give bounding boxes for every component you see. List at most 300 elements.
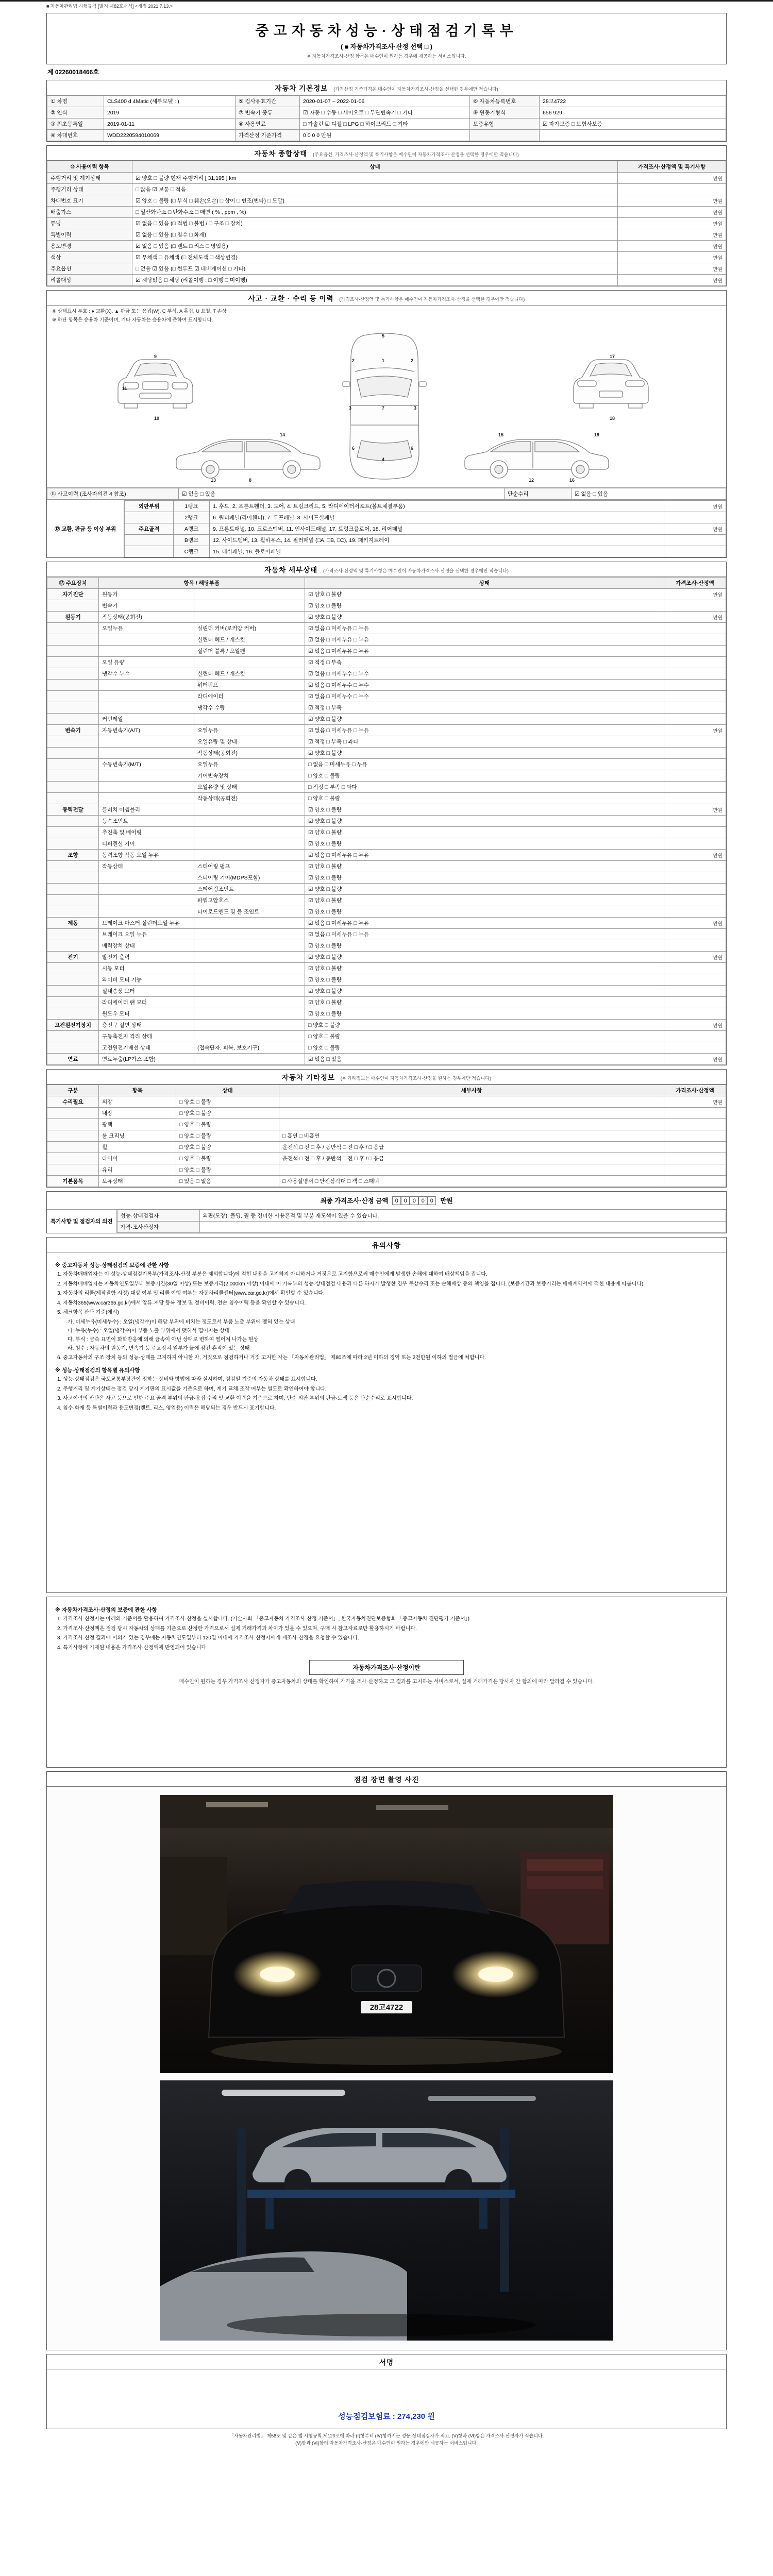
misc-detail: 운전석 □ 전 □ 후 / 동반석 □ 전 □ 후 / □ 응급 bbox=[279, 1153, 664, 1164]
device-subpart: 워터펌프 bbox=[194, 680, 305, 691]
state-checkboxes: ☑ 없음 □ 미세누수 □ 누수 bbox=[305, 691, 664, 702]
panel-number-label: 2 bbox=[352, 358, 355, 363]
notice-line: 2. 가격조사·산정액은 점검 당시 자동차의 상태를 기준으로 산정한 가격으로서 실제 거래가격과 차이가 있을 수 있으며, 구매 시 참고자료로만 활용하시기 바랍니다. bbox=[57, 1625, 417, 1632]
detail-row bbox=[47, 963, 726, 974]
device-group bbox=[47, 793, 99, 804]
price-cell bbox=[664, 600, 726, 612]
state-checkboxes: ☑ 양호 □ 불량 bbox=[305, 974, 664, 986]
car-panel-diagrams bbox=[47, 324, 726, 488]
rank-group: 주요골격 bbox=[125, 523, 174, 535]
detail-row bbox=[47, 668, 726, 680]
device-subpart bbox=[194, 600, 305, 612]
state-checkboxes: □ 없음 ☑ 있음 (□ 썬루프 ☑ 네비게이션 □ 기타) bbox=[132, 263, 618, 275]
notice-line: 가. 미세누유(미세누수) : 오일(냉각수)이 해당 부위에 비치는 정도로서 부품 노출 부위에 맺혀 있는 상태 bbox=[68, 1319, 295, 1325]
state-checkboxes: ☑ 양호 □ 불량 bbox=[305, 963, 664, 974]
col-header-item: 항목 / 해당부품 bbox=[99, 578, 305, 589]
misc-group bbox=[47, 1164, 99, 1176]
notice-line: ※ 중고자동차 성능·상태점검의 보증에 관한 사항 bbox=[55, 1262, 170, 1268]
detail-row bbox=[47, 725, 726, 736]
device-subpart bbox=[194, 986, 305, 997]
device-item: 와이퍼 모터 기능 bbox=[99, 974, 194, 986]
field-label: ③ 최초등록일 bbox=[47, 118, 104, 130]
misc-group bbox=[47, 1153, 99, 1164]
price-cell bbox=[664, 1142, 726, 1153]
detail-row bbox=[47, 623, 726, 634]
state-checkboxes: □ 양호 □ 불량 bbox=[176, 1130, 279, 1142]
notice-title bbox=[47, 1238, 726, 1252]
remark-text: 외판(도장), 몰딩, 휠 등 경미한 사용흔적 및 부분 재도색이 있을 수 있습니다. bbox=[199, 1210, 726, 1222]
misc-group: 기본품목 bbox=[47, 1176, 99, 1187]
device-item bbox=[99, 872, 194, 884]
accident-history-table bbox=[47, 488, 726, 500]
device-group bbox=[47, 838, 99, 850]
state-checkboxes: ☑ 양호 □ 불량 bbox=[305, 827, 664, 838]
rank-group: 외판부위 bbox=[125, 501, 174, 512]
basic-info-row bbox=[47, 118, 726, 130]
price-survey-note: ※ 자동차가격조사·산정 항목은 매수인이 원하는 경우에 제공하는 서비스입니다. bbox=[307, 54, 466, 59]
basic-info-title-text: 자동차 기본정보 bbox=[275, 84, 328, 92]
misc-detail: □ 사용설명서 □ 안전삼각대 □ 잭 □ 스패너 bbox=[279, 1176, 664, 1187]
panel-number-label: 5 bbox=[382, 333, 385, 338]
item-label: 주행거리 및 계기상태 bbox=[47, 173, 132, 184]
license-plate-text: 28고4722 bbox=[369, 2003, 404, 2012]
photos-title-text: 점검 장면 촬영 사진 bbox=[354, 1776, 419, 1784]
document-page bbox=[46, 13, 727, 2459]
price-cell bbox=[618, 184, 726, 195]
device-subpart bbox=[194, 714, 305, 725]
detail-row bbox=[47, 759, 726, 770]
state-checkboxes: ☑ 적정 □ 부족 □ 과다 bbox=[305, 736, 664, 748]
state-checkboxes: □ 있음 □ 없음 bbox=[176, 1176, 279, 1187]
field-value: 28고4722 bbox=[540, 96, 726, 107]
section-final-price bbox=[46, 1191, 727, 1233]
device-subpart bbox=[194, 612, 305, 623]
exchange-panel-block bbox=[47, 500, 726, 557]
notice-line: ※ 성능·상태점검의 항목별 유의사항 bbox=[55, 1367, 140, 1374]
state-checkboxes: □ 일산화탄소 □ 탄화수소 □ 매연 ( % , ppm , %) bbox=[132, 207, 618, 218]
device-group bbox=[47, 895, 99, 906]
basic-info-title bbox=[47, 80, 726, 95]
item-label: 주요옵션 bbox=[47, 263, 132, 275]
detail-row bbox=[47, 929, 726, 940]
detail-row bbox=[47, 974, 726, 986]
notice-line: 다. 부식 : 금속 표면이 화학반응에 의해 금속이 아닌 상태로 변하여 떨어져 나가는 현상 bbox=[68, 1336, 259, 1343]
misc-group bbox=[47, 1142, 99, 1153]
state-checkboxes: ☑ 없음 □ 미세누유 □ 누유 bbox=[305, 623, 664, 634]
document-number: 제 02260018466호 bbox=[47, 69, 99, 76]
price-cell bbox=[664, 714, 726, 725]
price-cell: 만원 bbox=[664, 725, 726, 736]
misc-note: (※ 기타정보는 매수인이 자동차가격조사·산정을 원하는 경우에만 적습니다) bbox=[340, 1076, 492, 1081]
final-price-digits bbox=[392, 1196, 436, 1205]
price-cell bbox=[664, 1153, 726, 1164]
state-checkboxes: □ 적정 □ 부족 □ 과다 bbox=[305, 782, 664, 793]
rank-parts: 1. 후드, 2. 프론트휀더, 3. 도어, 4. 트렁크리드, 5. 라디에이터서포트(볼트체결부품) bbox=[210, 501, 664, 512]
device-subpart: 냉각수 수량 bbox=[194, 702, 305, 714]
detail-row bbox=[47, 884, 726, 895]
state-checkboxes: ☑ 적정 □ 부족 bbox=[305, 657, 664, 668]
remarks-label: 특기사항 및 점검자의 의견 bbox=[47, 1210, 117, 1233]
detail-header-row bbox=[47, 578, 726, 589]
price-digit-box: 0 bbox=[401, 1196, 410, 1205]
price-cell: 만원 bbox=[618, 207, 726, 218]
device-group: 연료 bbox=[47, 1054, 99, 1065]
item-label: 용도변경 bbox=[47, 241, 132, 252]
device-group bbox=[47, 997, 99, 1008]
notice-line: 4. 자동차365(www.car365.go.kr)에서 압류·저당 등록 정보 및 정비이력, 전손·침수이력 등을 확인할 수 있습니다. bbox=[57, 1300, 306, 1306]
device-item: 동력조향 작동 오일 누유 bbox=[99, 850, 194, 861]
price-cell bbox=[664, 668, 726, 680]
price-cell: 만원 bbox=[664, 612, 726, 623]
device-item: 충전구 절연 상태 bbox=[99, 1020, 194, 1031]
price-cell bbox=[664, 963, 726, 974]
price-cell bbox=[664, 974, 726, 986]
misc-item: 내장 bbox=[99, 1108, 176, 1119]
detail-row bbox=[47, 850, 726, 861]
panel-number-label: 8 bbox=[249, 478, 252, 483]
item-label: 특별이력 bbox=[47, 229, 132, 241]
inspection-photo-lift bbox=[160, 2080, 613, 2341]
state-checkboxes: ☑ 양호 □ 불량 bbox=[305, 589, 664, 600]
rank-label: 2랭크 bbox=[174, 512, 210, 523]
price-cell bbox=[664, 1031, 726, 1042]
remark-row bbox=[117, 1210, 726, 1222]
rank-label: 1랭크 bbox=[174, 501, 210, 512]
item-label: 주행거리 상태 bbox=[47, 184, 132, 195]
field-value bbox=[540, 130, 726, 141]
panel-number-label: 13 bbox=[211, 478, 216, 483]
panel-number-label: 3 bbox=[349, 405, 352, 411]
price-cell bbox=[664, 657, 726, 668]
panel-number-label: 6 bbox=[411, 446, 414, 451]
remark-text bbox=[199, 1222, 726, 1233]
detail-row bbox=[47, 680, 726, 691]
price-survey-definition-box: 자동차가격조사·산정이란 bbox=[309, 1660, 464, 1675]
state-checkboxes: □ 양호 □ 불량 bbox=[305, 1042, 664, 1054]
price-cell: 만원 bbox=[618, 263, 726, 275]
detail-row bbox=[47, 1008, 726, 1020]
car-side-right-diagram bbox=[457, 426, 616, 482]
device-group bbox=[47, 782, 99, 793]
price-cell bbox=[664, 1042, 726, 1054]
price-cell bbox=[664, 986, 726, 997]
device-group bbox=[47, 759, 99, 770]
device-item bbox=[99, 906, 194, 918]
panel-number-label: 1 bbox=[382, 358, 385, 363]
notice-line: 나. 누유(누수) : 오일(냉각수)이 부품 노출 부위에서 맺혀서 떨어지는 상태 bbox=[68, 1328, 230, 1334]
col-header-item: ⑩ 사용이력 항목 bbox=[47, 161, 132, 173]
device-group bbox=[47, 634, 99, 646]
overall-row bbox=[47, 252, 726, 263]
section-notice bbox=[46, 1237, 727, 1593]
state-checkboxes: ☑ 양호 □ 불량 bbox=[305, 600, 664, 612]
overall-row bbox=[47, 173, 726, 184]
device-group bbox=[47, 884, 99, 895]
field-label: ⑧ 사용연료 bbox=[236, 118, 300, 130]
device-subpart: 스티어링 기어(MDPS포함) bbox=[194, 872, 305, 884]
remark-role: 성능·상태점검자 bbox=[117, 1210, 199, 1222]
photo-stage bbox=[47, 1787, 726, 2350]
device-item bbox=[99, 748, 194, 759]
panel-number-label: 6 bbox=[352, 446, 355, 451]
detail-row bbox=[47, 1054, 726, 1065]
price-cell: 만원 bbox=[664, 589, 726, 600]
price-cell: 만원 bbox=[618, 275, 726, 286]
misc-group bbox=[47, 1119, 99, 1130]
col-header-state: 상태 bbox=[132, 161, 618, 173]
device-subpart bbox=[194, 838, 305, 850]
device-item bbox=[99, 691, 194, 702]
device-group bbox=[47, 702, 99, 714]
price-cell bbox=[664, 623, 726, 634]
car-side-left-diagram bbox=[168, 426, 328, 482]
price-cell: 만원 bbox=[664, 918, 726, 929]
device-item: 구동축전지 격리 상태 bbox=[99, 1031, 194, 1042]
device-subpart bbox=[194, 816, 305, 827]
detail-row bbox=[47, 997, 726, 1008]
device-group bbox=[47, 736, 99, 748]
device-group bbox=[47, 929, 99, 940]
device-item: 오일누유 bbox=[99, 623, 194, 634]
notice-line: 2. 주행거리 및 계기상태는 점검 당시 계기판의 표시값을 기준으로 하며, 계기 교체·조작 여부는 별도로 확인하여야 합니다. bbox=[57, 1386, 327, 1392]
device-item: 자동변속기(A/T) bbox=[99, 725, 194, 736]
device-group: 자기진단 bbox=[47, 589, 99, 600]
device-subpart: 오일누유 bbox=[194, 759, 305, 770]
overall-row bbox=[47, 263, 726, 275]
field-value: ☑ 자가보증 □ 보험사보증 bbox=[540, 118, 726, 130]
price-cell bbox=[664, 827, 726, 838]
misc-item: 룸 크리닝 bbox=[99, 1130, 176, 1142]
device-group: 동력전달 bbox=[47, 804, 99, 816]
device-group bbox=[47, 974, 99, 986]
price-cell: 만원 bbox=[664, 952, 726, 963]
overall-row bbox=[47, 207, 726, 218]
device-group bbox=[47, 646, 99, 657]
notice-title-text: 유의사항 bbox=[372, 1242, 401, 1249]
basic-info-note: (가격산정 기준가격은 매수인이 자동차가격조사·산정을 선택한 경우에만 적습니다) bbox=[333, 87, 498, 92]
state-checkboxes: ☑ 없음 □ 미세누유 □ 누유 bbox=[305, 646, 664, 657]
panel-number-label: 3 bbox=[414, 405, 417, 411]
detail-title-text: 자동차 세부상태 bbox=[264, 566, 318, 574]
device-group bbox=[47, 657, 99, 668]
signature-title-text: 서명 bbox=[379, 2359, 394, 2366]
device-group bbox=[47, 623, 99, 634]
item-label: 리콜대상 bbox=[47, 275, 132, 286]
device-group: 변속기 bbox=[47, 725, 99, 736]
state-checkboxes: ☑ 양호 □ 불량 (□ 부식 □ 훼손(오손) □ 상이 □ 변조(변타) □ 도말) bbox=[132, 195, 618, 207]
device-subpart bbox=[194, 1020, 305, 1031]
price-cell bbox=[664, 929, 726, 940]
field-label bbox=[470, 130, 540, 141]
price-cell bbox=[664, 906, 726, 918]
misc-group bbox=[47, 1108, 99, 1119]
device-item bbox=[99, 884, 194, 895]
state-checkboxes: ☑ 없음 □ 있음 bbox=[305, 1054, 664, 1065]
price-cell bbox=[664, 1164, 726, 1176]
price-cell: 만원 bbox=[618, 252, 726, 263]
rank-label: B랭크 bbox=[174, 535, 210, 546]
price-cell bbox=[664, 816, 726, 827]
notice-line: 2. 자동차매매업자는 자동차인도일부터 보증기간(30일 이상) 또는 보증거리(2,000km 이상) 이내에 이 기록부의 성능·상태점검 내용과 다른 하자가 발생한 경우 무상수리 또는 손해배상 등의 책임을 집니다. (보증기간과 보증거리는 매매계약서에 적힌 내용에 따릅니다) bbox=[57, 1281, 644, 1287]
detail-row bbox=[47, 793, 726, 804]
basic-info-row bbox=[47, 130, 726, 141]
item-label: 배출가스 bbox=[47, 207, 132, 218]
detail-row bbox=[47, 861, 726, 872]
device-subpart bbox=[194, 940, 305, 952]
state-checkboxes: □ 양호 □ 불량 bbox=[176, 1164, 279, 1176]
overall-row bbox=[47, 195, 726, 207]
field-value: 2019 bbox=[104, 107, 236, 118]
field-value: 2019-01-11 bbox=[104, 118, 236, 130]
simple-repair-label: 단순수리 bbox=[505, 488, 572, 500]
device-subpart: 실린더 블록 / 오일팬 bbox=[194, 646, 305, 657]
legal-footnote-1: 「자동차관리법」 제58조 및 같은 법 시행규칙 제120조에 따라 (Ⅰ)항부터 (Ⅳ)항까지는 성능·상태점검자가 적고, (Ⅴ)항과 (Ⅵ)항은 가격조사·산정자가 적습니다. bbox=[229, 2433, 544, 2438]
device-item: 작동상태(공회전) bbox=[99, 612, 194, 623]
overall-row bbox=[47, 241, 726, 252]
notice-line: 5. 체크항목 판단 기준(예시) bbox=[57, 1310, 119, 1315]
state-checkboxes: ☑ 양호 □ 불량 bbox=[305, 838, 664, 850]
price-survey-definition-text: 매수인이 원하는 경우 가격조사·산정자가 중고자동차의 상태를 확인하여 가격을 조사·산정하고 그 결과를 고지하는 서비스로서, 실제 거래가격은 당사자 간 합의에 따라 달라질 수 있습니다. bbox=[179, 1679, 594, 1685]
section-misc-info bbox=[46, 1069, 727, 1188]
misc-row bbox=[47, 1108, 726, 1119]
accident-title-text: 사고 · 교환 · 수리 등 이력 bbox=[248, 295, 334, 302]
device-item: 라디에이터 팬 모터 bbox=[99, 997, 194, 1008]
state-checkboxes: □ 양호 □ 불량 bbox=[176, 1153, 279, 1164]
device-group bbox=[47, 816, 99, 827]
rank-label: C랭크 bbox=[174, 546, 210, 557]
top-rule bbox=[0, 0, 773, 2]
price-cell bbox=[664, 793, 726, 804]
device-group bbox=[47, 1042, 99, 1054]
panel-number-label: 10 bbox=[154, 416, 160, 421]
notice-line: 3. 자동차의 리콜(제작결함 시정) 대상 여부 및 리콜 이행 여부는 자동차리콜센터(www.car.go.kr)에서 확인할 수 있습니다. bbox=[57, 1291, 325, 1296]
device-subpart: 작동상태(공회전) bbox=[194, 793, 305, 804]
detail-row bbox=[47, 827, 726, 838]
state-checkboxes: □ 양호 □ 불량 bbox=[176, 1119, 279, 1130]
state-checkboxes: ☑ 양호 □ 불량 bbox=[305, 940, 664, 952]
device-item: 시동 모터 bbox=[99, 963, 194, 974]
field-label: ⑦ 변속기 종류 bbox=[236, 107, 300, 118]
state-checkboxes: ☑ 양호 □ 불량 bbox=[305, 1008, 664, 1020]
price-cell bbox=[664, 861, 726, 872]
state-checkboxes: ☑ 양호 □ 불량 bbox=[305, 804, 664, 816]
device-subpart: 실린더 커버(로커암 커버) bbox=[194, 623, 305, 634]
field-label: ② 연식 bbox=[47, 107, 104, 118]
device-group bbox=[47, 872, 99, 884]
price-cell bbox=[664, 748, 726, 759]
price-digit-box: 0 bbox=[410, 1196, 418, 1205]
item-label: 튜닝 bbox=[47, 218, 132, 229]
rank-label: A랭크 bbox=[174, 523, 210, 535]
price-cell bbox=[664, 646, 726, 657]
device-subpart bbox=[194, 850, 305, 861]
price-cell: 만원 bbox=[664, 1096, 726, 1108]
device-item: 배력장치 상태 bbox=[99, 940, 194, 952]
device-subpart bbox=[194, 1054, 305, 1065]
notice-line: 1. 가격조사·산정자는 아래의 기준서를 활용하여 가격조사·산정을 실시합니다. (기술사회 「중고자동차 가격조사·산정 기준서」, 한국자동차진단보증협회 「중고자동차 진단평가 기준서」) bbox=[57, 1616, 469, 1622]
device-item: 브레이크 마스터 실린더오일 누유 bbox=[99, 918, 194, 929]
device-item: 클러치 어셈블리 bbox=[99, 804, 194, 816]
device-subpart bbox=[194, 929, 305, 940]
col-header-item: 항목 bbox=[99, 1085, 176, 1096]
state-checkboxes: ☑ 적정 □ 부족 bbox=[305, 702, 664, 714]
col-header-price: 가격조사·산정액 bbox=[664, 1085, 726, 1096]
overall-row bbox=[47, 275, 726, 286]
state-checkboxes: ☑ 없음 □ 미세누수 □ 누수 bbox=[305, 668, 664, 680]
overall-row bbox=[47, 218, 726, 229]
price-cell: 만원 bbox=[664, 850, 726, 861]
state-checkboxes: □ 양호 □ 불량 bbox=[305, 793, 664, 804]
panel-number-label: 4 bbox=[382, 457, 385, 462]
detail-row bbox=[47, 748, 726, 759]
misc-item: 외장 bbox=[99, 1096, 176, 1108]
state-checkboxes: ☑ 무채색 □ 유채색 (□ 전체도색 □ 색상변경) bbox=[132, 252, 618, 263]
notice-line: ※ 자동차가격조사·산정의 보증에 관한 사항 bbox=[55, 1607, 157, 1613]
price-cell: 만원 bbox=[618, 241, 726, 252]
rank-row bbox=[125, 512, 726, 523]
price-cell: 만원 bbox=[664, 1054, 726, 1065]
device-item: 추진축 및 베어링 bbox=[99, 827, 194, 838]
state-checkboxes: □ 없음 □ 미세누유 □ 누유 bbox=[305, 759, 664, 770]
col-header-group: 구분 bbox=[47, 1085, 99, 1096]
document-title: 중고자동차성능·상태점검기록부 bbox=[255, 23, 518, 39]
panel-number-label: 11 bbox=[122, 386, 127, 391]
detail-row bbox=[47, 906, 726, 918]
panel-number-label: 9 bbox=[154, 354, 157, 359]
final-price-row bbox=[47, 1192, 726, 1210]
price-cell bbox=[664, 691, 726, 702]
exchange-panel-table bbox=[124, 500, 726, 557]
device-subpart bbox=[194, 589, 305, 600]
section-inspection-photos bbox=[46, 1771, 727, 2350]
device-subpart: 실린더 헤드 / 개스킷 bbox=[194, 668, 305, 680]
price-cell bbox=[664, 702, 726, 714]
rank-group bbox=[125, 512, 174, 523]
state-checkboxes: ☑ 없음 □ 미세누유 □ 누유 bbox=[305, 850, 664, 861]
device-item: 브레이크 오일 누유 bbox=[99, 929, 194, 940]
detail-row bbox=[47, 646, 726, 657]
legal-footnote-2: (Ⅴ)항과 (Ⅵ)항의 자동차가격조사·산정은 매수인이 원하는 경우에만 제공하는 서비스입니다. bbox=[295, 2441, 478, 2446]
notice-body bbox=[47, 1252, 726, 1592]
misc-row bbox=[47, 1096, 726, 1108]
detail-row bbox=[47, 1042, 726, 1054]
price-cell bbox=[664, 782, 726, 793]
panel-number-label: 15 bbox=[498, 432, 504, 437]
state-checkboxes: □ 양호 □ 불량 bbox=[176, 1096, 279, 1108]
col-header-state: 상태 bbox=[176, 1085, 279, 1096]
misc-item: 유리 bbox=[99, 1164, 176, 1176]
photos-title bbox=[47, 1772, 726, 1787]
misc-item: 보유상태 bbox=[99, 1176, 176, 1187]
device-item bbox=[99, 793, 194, 804]
price-cell bbox=[664, 546, 726, 557]
price-cell bbox=[664, 512, 726, 523]
overall-table bbox=[47, 161, 726, 286]
simple-repair-value: ☑ 없음 □ 있음 bbox=[572, 488, 726, 500]
price-cell bbox=[664, 1176, 726, 1187]
notice-line: 1. 자동차매매업자는 이 성능·상태점검기록부(가격조사·산정 부분은 제외합니다)에 적힌 내용을 고지하지 아니하거나 거짓으로 고지함으로써 매수인에게 발생한 손해에 대하여 배상책임을 집니다. bbox=[57, 1272, 488, 1277]
panel-number-label: 14 bbox=[280, 432, 285, 437]
state-checkboxes: ☑ 양호 □ 불량 현재 주행거리 [ 31,195 ] km bbox=[132, 173, 618, 184]
notice-line: 6. 중고자동차의 구조·장치 등의 성능·상태를 고지하지 아니한 자, 거짓으로 점검하거나 거짓 고지한 자는 「자동차관리법」 제80조에 따라 2년 이하의 징역 또는 2천만원 이하의 벌금에 처합니다. bbox=[57, 1354, 486, 1361]
device-group bbox=[47, 986, 99, 997]
device-item: 변속기 bbox=[99, 600, 194, 612]
device-item: 냉각수 누수 bbox=[99, 668, 194, 680]
device-item bbox=[99, 680, 194, 691]
state-checkboxes: ☑ 양호 □ 불량 bbox=[305, 884, 664, 895]
remark-role: 가격·조사산정자 bbox=[117, 1222, 199, 1233]
notice-line: 4. 침수·화재 등 특별이력과 용도변경(렌트, 리스, 영업용) 이력은 해당되는 경우 반드시 표기합니다. bbox=[57, 1405, 276, 1411]
